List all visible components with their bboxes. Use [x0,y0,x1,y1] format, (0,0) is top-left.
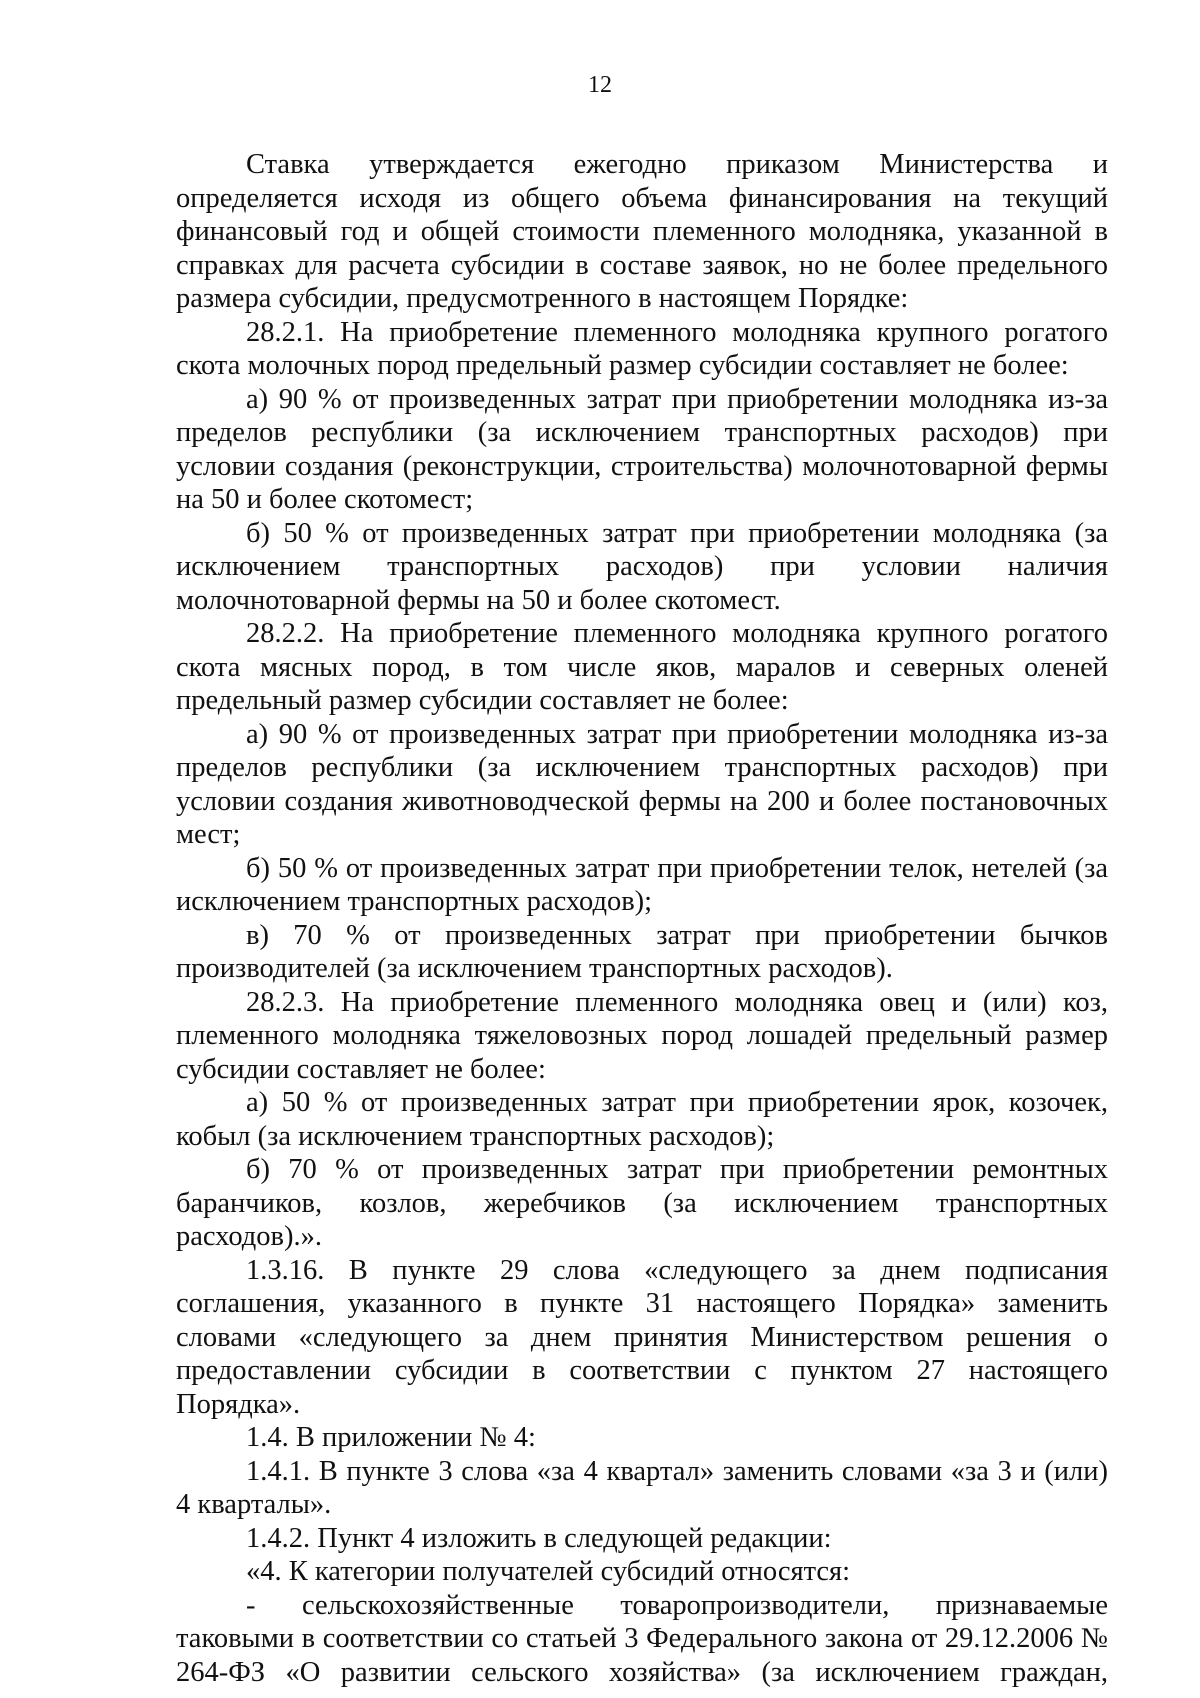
paragraph-28-2-2-b: б) 50 % от произведенных затрат при приобретении телок, нетелей (за исключением транспортных расходов); [176,852,1108,917]
paragraph-recipients-list-item: - сельскохозяйственные товаропроизводители, признаваемые таковыми в соответствии со статьей 3 Федерального закона от 29.12.2006 № 264-ФЗ «О развитии сельского хозяйства» (за исключением граждан, [176,1589,1108,1688]
paragraph-28-2-2-a: а) 90 % от произведенных затрат при приобретении молодняка из-за пределов республики (за исключением транспортных расходов) при условии создания животноводческой фермы на 200 и более постановочных мест; [176,718,1108,850]
paragraph-1-3-16: 1.3.16. В пункте 29 слова «следующего за днем подписания соглашения, указанного в пункте 31 настоящего Порядка» заменить словами «следующего за днем принятия Министерством решения о предоставлении субсидии в соответствии с пунктом 27 настоящего Порядка». [176,1254,1108,1420]
paragraph-28-2-2: 28.2.2. На приобретение племенного молодняка крупного рогатого скота мясных пород, в том числе яков, маралов и северных оленей предельный размер субсидии составляет не более: [176,618,1108,716]
paragraph-28-2-3-a: а) 50 % от произведенных затрат при приобретении ярок, козочек, кобыл (за исключением транспортных расходов); [176,1087,1108,1152]
paragraph-28-2-1: 28.2.1. На приобретение племенного молодняка крупного рогатого скота молочных пород предельный размер субсидии составляет не более: [176,316,1108,381]
paragraph-28-2-1-b: б) 50 % от произведенных затрат при приобретении молодняка (за исключением транспортных расходов) при условии наличия молочнотоварной фермы на 50 и более скотомест. [176,517,1108,616]
paragraph-28-2-1-a: а) 90 % от произведенных затрат при приобретении молодняка из-за пределов республики (за исключением транспортных расходов) при условии создания (реконструкции, строительства) молочнотоварной фермы на 50 и более скотомест; [176,383,1108,515]
paragraph-1-4-2: 1.4.2. Пункт 4 изложить в следующей редакции: [246,1522,832,1554]
paragraph-rate-definition: Ставка утверждается ежегодно приказом Министерства и определяется исходя из общего объема финансирования на текущий финансовый год и общей стоимости племенного молодняка, указанной в справках для расчета субсидии в составе заявок, но не более предельного размера субсидии, предусмотренного в настоящем Порядке: [176,149,1108,314]
paragraph-item-4-heading: «4. К категории получателей субсидий относятся: [246,1556,851,1587]
paragraph-1-4: 1.4. В приложении № 4: [246,1422,536,1453]
paragraph-28-2-3-b: б) 70 % от произведенных затрат при приобретении ремонтных баранчиков, козлов, жеребчиков (за исключением транспортных расходов).». [176,1154,1108,1252]
paragraph-28-2-2-v: в) 70 % от произведенных затрат при приобретении бычков производителей (за исключением транспортных расходов). [176,919,1108,984]
paragraph-28-2-3: 28.2.3. На приобретение племенного молодняка овец и (или) коз, племенного молодняка тяжеловозных пород лошадей предельный размер субсидии составляет не более: [176,986,1108,1085]
paragraph-1-4-1: 1.4.1. В пункте 3 слова «за 4 квартал» заменить словами «за 3 и (или) 4 кварталы». [176,1455,1108,1520]
page-number: 12 [588,72,612,98]
document-body [176,148,1108,1689]
